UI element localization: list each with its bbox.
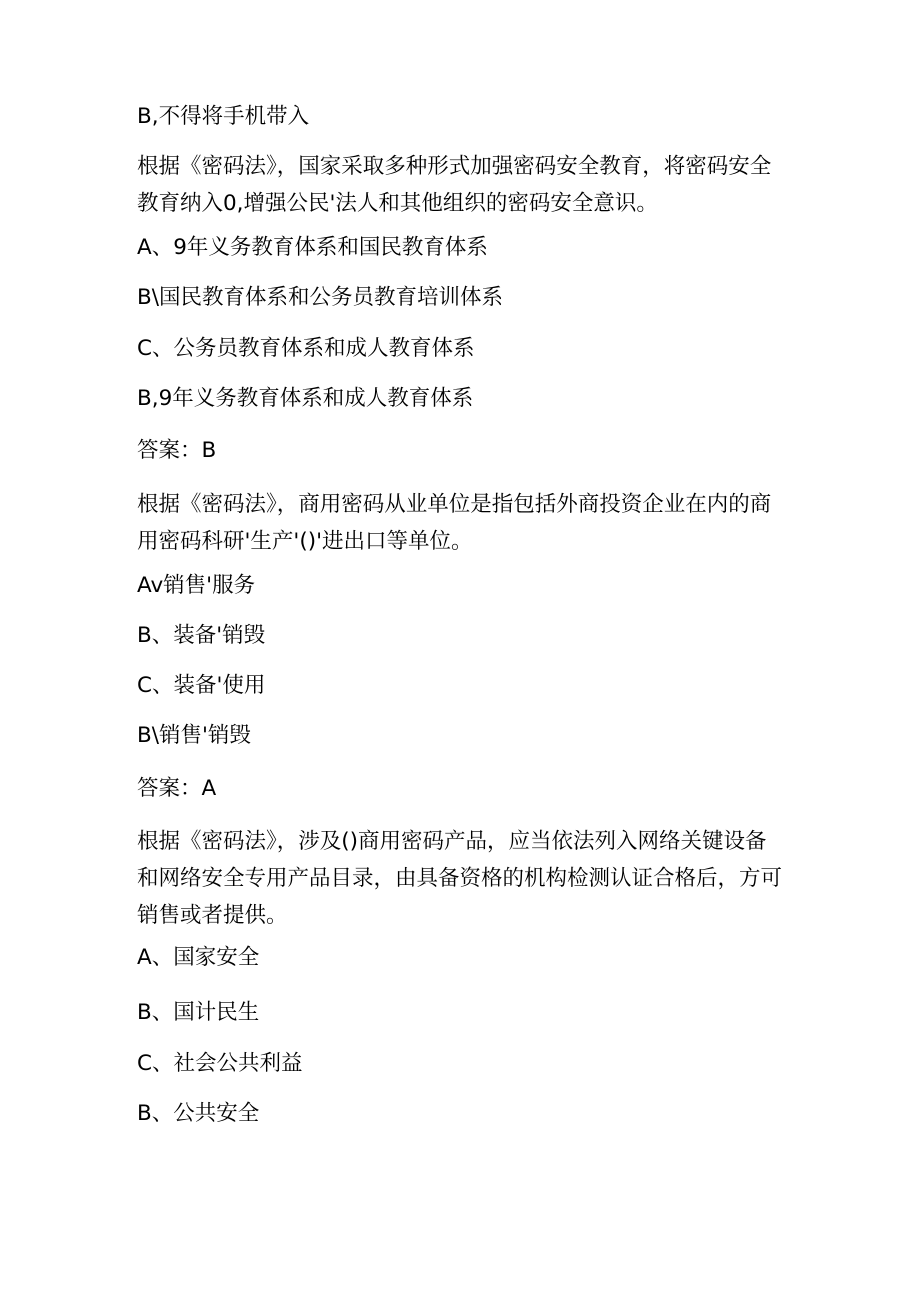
question-1-line-1: 根据《密码法》，国家采取多种形式加强密码安全教育，将密码安全 bbox=[137, 154, 772, 179]
q2-option-c: C、装备'使用 bbox=[137, 673, 266, 698]
q2-option-b: B、装备'销毁 bbox=[137, 623, 266, 648]
option-line-prev-b: B,不得将手机带入 bbox=[137, 104, 310, 129]
question-1-text bbox=[137, 148, 792, 222]
q3-option-d: B、公共安全 bbox=[137, 1101, 260, 1126]
question-3-line-3: 销售或者提供。 bbox=[137, 903, 288, 928]
q2-option-d: B\销售'销毁 bbox=[137, 723, 251, 748]
q1-option-d: B,9年义务教育体系和成人教育体系 bbox=[137, 386, 474, 411]
q1-answer: 答案：B bbox=[137, 438, 217, 463]
q3-option-a: A、国家安全 bbox=[137, 945, 260, 970]
q3-option-b: B、国计民生 bbox=[137, 1000, 260, 1025]
question-3-line-2: 和网络安全专用产品目录，由具备资格的机构检测认证合格后，方可 bbox=[137, 866, 783, 891]
q1-option-b: B\国民教育体系和公务员教育培训体系 bbox=[137, 285, 503, 310]
q1-option-c: C、公务员教育体系和成人教育体系 bbox=[137, 336, 475, 361]
q3-option-c: C、社会公共利益 bbox=[137, 1051, 303, 1076]
question-3-line-1: 根据《密码法》，涉及()商用密码产品，应当依法列入网络关键设备 bbox=[137, 829, 767, 854]
question-2-line-1: 根据《密码法》，商用密码从业单位是指包括外商投资企业在内的商 bbox=[137, 492, 772, 517]
q1-option-a: A、9年义务教育体系和国民教育体系 bbox=[137, 235, 488, 260]
question-1-line-2: 教育纳入0,增强公民'法人和其他组织的密码安全意识。 bbox=[137, 191, 658, 216]
q2-answer: 答案：A bbox=[137, 776, 217, 801]
question-3-text bbox=[137, 823, 792, 934]
question-2-text bbox=[137, 486, 792, 560]
q2-option-a: Av销售'服务 bbox=[137, 573, 256, 598]
question-2-line-2: 用密码科研'生产'()'进出口等单位。 bbox=[137, 529, 473, 554]
